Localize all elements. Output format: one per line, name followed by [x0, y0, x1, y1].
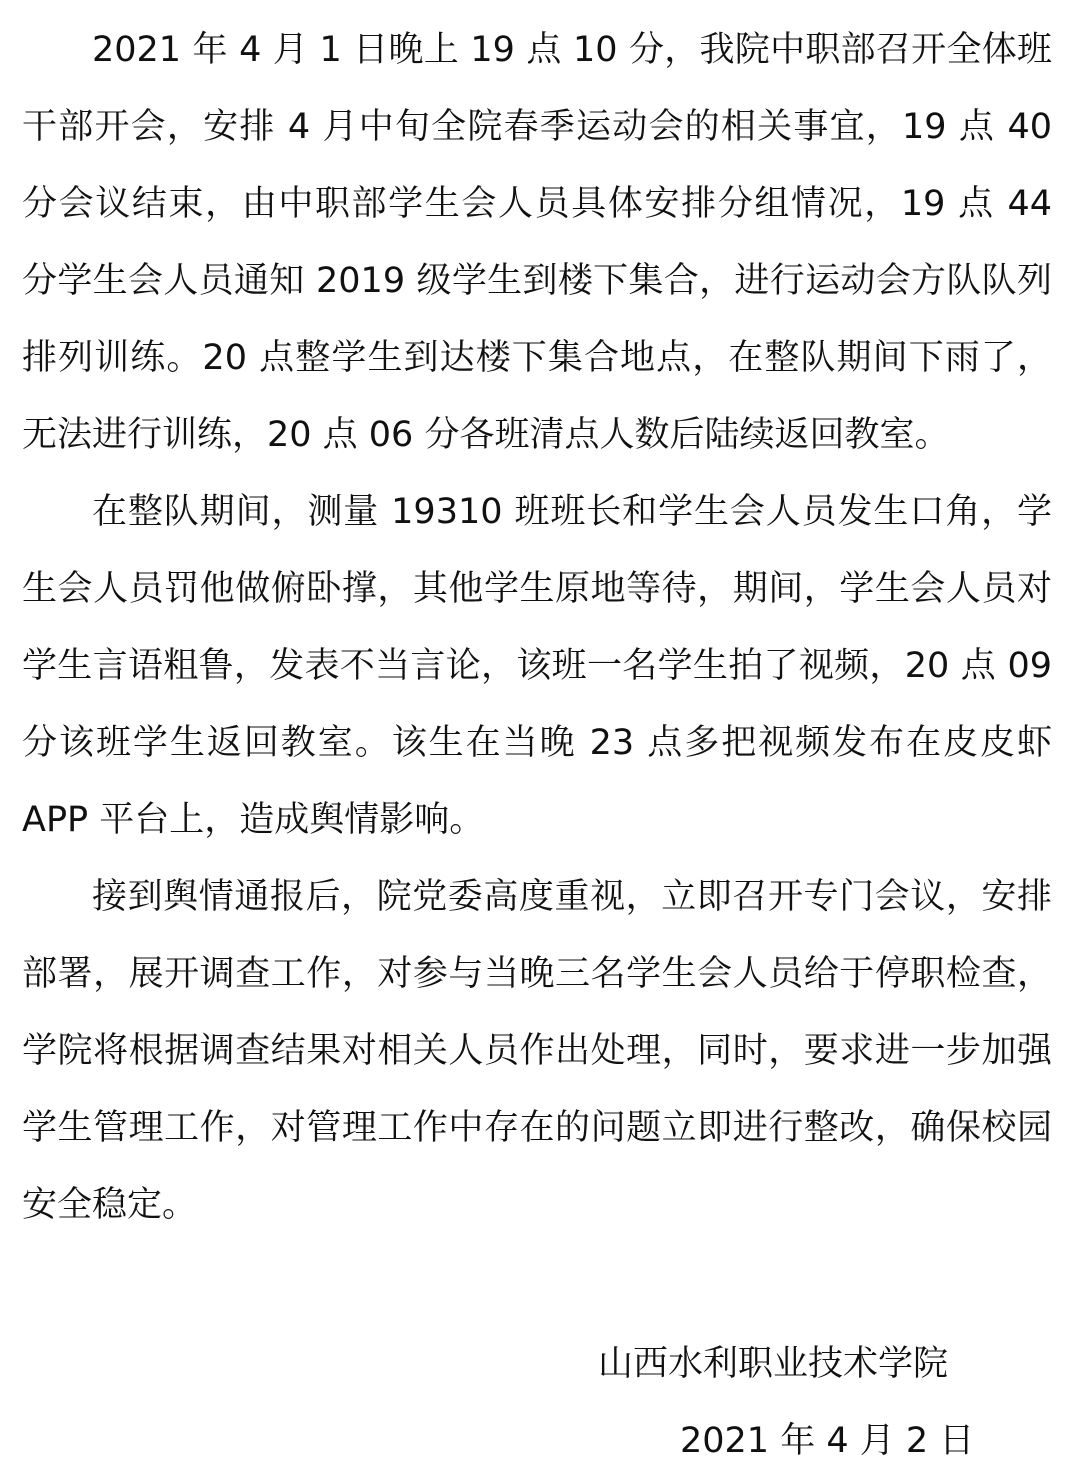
paragraph-incident-details: 在整队期间，测量 19310 班班长和学生会人员发生口角，学生会人员罚他做俯卧撑，其他学生原地等待，期间，学生会人员对学生言语粗鲁，发表不当言论，该班一名学生拍了视频，20 点 09 分该班学生返回教室。该生在当晚 23 点多把视频发布在皮皮虾 APP 平台上，造成舆情影响。 — [22, 492, 1052, 840]
signature-date: 2021 年 4 月 2 日 — [680, 1421, 975, 1461]
signature-organization: 山西水利职业技术学院 — [598, 1344, 949, 1384]
paragraph-incident-timeline: 2021 年 4 月 1 日晚上 19 点 10 分，我院中职部召开全体班干部开会，安排 4 月中旬全院春季运动会的相关事宜，19 点 40 分会议结束，由中职部学生会人员具体安排分组情况，19 点 44 分学生会人员通知 2019 级学生到楼下集合，进行运动会方队队列排列训练。20 点整学生到达楼下集合地点，在整队期间下雨了，无法进行训练，20 点 06 分各班清点人数后陆续返回教室。 — [22, 30, 1052, 455]
paragraph-response: 接到舆情通报后，院党委高度重视，立即召开专门会议，安排部署，展开调查工作，对参与当晚三名学生会人员给于停职检查，学院将根据调查结果对相关人员作出处理，同时，要求进一步加强学生管理工作，对管理工作中存在的问题立即进行整改，确保校园安全稳定。 — [22, 877, 1052, 1225]
document-body — [22, 12, 1052, 1244]
